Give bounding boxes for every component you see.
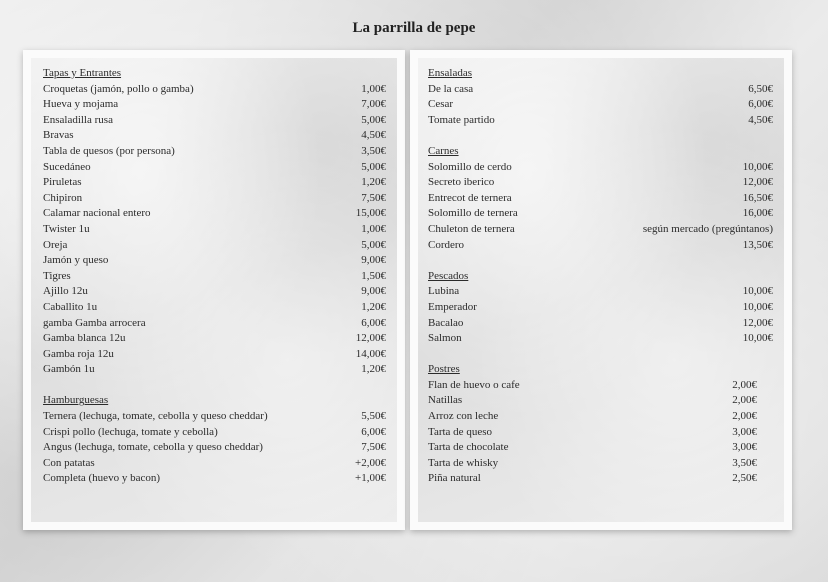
menu-item <box>43 362 388 378</box>
section-heading: Pescados <box>428 269 469 282</box>
section-heading: Hamburguesas <box>43 394 109 407</box>
item-name: Gamba roja 12u <box>43 347 114 360</box>
menu-item <box>428 425 775 441</box>
item-name: Flan de huevo o cafe <box>428 378 520 391</box>
item-price: 14,00€ <box>355 347 386 360</box>
menu-item <box>43 97 388 113</box>
section-ensaladas <box>428 66 775 128</box>
item-name: Tomate partido <box>428 113 495 126</box>
item-name: Tarta de queso <box>428 425 492 438</box>
item-price: 10,00€ <box>742 332 773 345</box>
item-price: +1,00€ <box>355 472 386 485</box>
item-name: Solomillo de cerdo <box>428 160 512 173</box>
item-price: 6,00€ <box>361 425 386 438</box>
item-name: Emperador <box>428 300 477 313</box>
item-name: Salmon <box>428 332 462 345</box>
menu-item <box>43 269 388 285</box>
menu-item <box>43 331 388 347</box>
item-name: Tigres <box>43 269 71 282</box>
menu-item <box>43 456 388 472</box>
item-name: gamba Gamba arrocera <box>43 316 146 329</box>
item-price: 6,00€ <box>361 316 386 329</box>
item-price: 2,00€ <box>732 378 757 391</box>
menu-panel-left <box>23 50 405 530</box>
item-name: Chuleton de ternera <box>428 222 515 235</box>
section-carnes <box>428 144 775 253</box>
item-name: Gambón 1u <box>43 363 95 376</box>
item-price: 7,50€ <box>361 441 386 454</box>
item-name: Piruletas <box>43 176 82 189</box>
item-price: 5,00€ <box>361 160 386 173</box>
menu-item <box>428 191 775 207</box>
menu-item <box>428 300 775 316</box>
menu-item <box>43 113 388 129</box>
menu-item <box>428 206 775 222</box>
item-price: 1,20€ <box>361 176 386 189</box>
item-price: 6,50€ <box>748 82 773 95</box>
menu-item <box>43 175 388 191</box>
item-price: 5,00€ <box>361 113 386 126</box>
menu-item <box>428 471 775 487</box>
item-price: 7,50€ <box>361 191 386 204</box>
item-price: 4,50€ <box>748 113 773 126</box>
item-price: 9,00€ <box>361 254 386 267</box>
menu-item <box>428 82 775 98</box>
item-price: 10,00€ <box>742 285 773 298</box>
item-name: Con patatas <box>43 456 95 469</box>
section-heading: Postres <box>428 363 460 376</box>
item-name: Bacalao <box>428 316 464 329</box>
item-name: Caballito 1u <box>43 300 98 313</box>
item-name: Crispi pollo (lechuga, tomate y cebolla) <box>43 425 218 438</box>
menu-item <box>43 300 388 316</box>
item-name: Tabla de quesos (por persona) <box>43 144 175 157</box>
item-name: Ensaladilla rusa <box>43 113 113 126</box>
item-price: 2,00€ <box>732 394 757 407</box>
item-price: 12,00€ <box>742 176 773 189</box>
menu-title: La parrilla de pepe <box>352 20 476 36</box>
item-price: 9,00€ <box>361 285 386 298</box>
item-name: Solomillo de ternera <box>428 207 518 220</box>
item-price: 1,00€ <box>361 82 386 95</box>
menu-item <box>428 113 775 129</box>
item-name: Oreja <box>43 238 68 251</box>
menu-item <box>43 82 388 98</box>
item-name: Ternera (lechuga, tomate, cebolla y queso cheddar) <box>43 410 268 423</box>
menu-item <box>428 222 775 238</box>
item-price: 1,20€ <box>361 300 386 313</box>
item-name: Completa (huevo y bacon) <box>43 472 160 485</box>
menu-item <box>428 175 775 191</box>
menu-item <box>428 160 775 176</box>
item-name: Ajillo 12u <box>43 285 88 298</box>
item-name: Entrecot de ternera <box>428 191 512 204</box>
menu-item <box>43 425 388 441</box>
item-price: 6,00€ <box>748 98 773 111</box>
section-tapas <box>43 66 388 378</box>
menu-item <box>43 316 388 332</box>
item-name: Piña natural <box>428 472 481 485</box>
menu-item <box>43 160 388 176</box>
menu-item <box>428 378 775 394</box>
item-price: 5,50€ <box>361 410 386 423</box>
menu-item <box>43 471 388 487</box>
item-price: 4,50€ <box>361 129 386 142</box>
menu-item <box>428 331 775 347</box>
item-price: 13,50€ <box>742 238 773 251</box>
item-price: 10,00€ <box>742 160 773 173</box>
item-name: Calamar nacional entero <box>43 207 151 220</box>
section-heading: Carnes <box>428 144 459 157</box>
menu-item <box>43 284 388 300</box>
item-price: 7,00€ <box>361 98 386 111</box>
item-name: Jamón y queso <box>43 254 109 267</box>
item-name: Chipiron <box>43 191 83 204</box>
menu-item <box>428 409 775 425</box>
item-name: Natillas <box>428 394 463 407</box>
item-price: 12,00€ <box>742 316 773 329</box>
item-price: 2,50€ <box>732 472 757 485</box>
menu-item <box>428 284 775 300</box>
item-name: De la casa <box>428 82 474 95</box>
item-name: Twister 1u <box>43 222 90 235</box>
item-name: Arroz con leche <box>428 410 499 423</box>
item-price: 10,00€ <box>742 300 773 313</box>
item-price: +2,00€ <box>355 456 386 469</box>
item-price: 15,00€ <box>355 207 386 220</box>
item-price: 3,50€ <box>732 456 757 469</box>
item-name: Hueva y mojama <box>43 98 119 111</box>
item-price: 1,00€ <box>361 222 386 235</box>
section-postres <box>428 362 775 487</box>
menu-item <box>43 128 388 144</box>
menu-item <box>43 347 388 363</box>
menu-item <box>43 409 388 425</box>
item-name: Sucedáneo <box>43 160 91 173</box>
menu-item <box>43 222 388 238</box>
item-name: Secreto iberico <box>428 176 495 189</box>
section-heading: Ensaladas <box>428 67 472 79</box>
section-heading: Tapas y Entrantes <box>43 67 122 79</box>
menu-item <box>43 440 388 456</box>
menu-item <box>428 440 775 456</box>
item-price: 1,50€ <box>361 269 386 282</box>
item-name: Bravas <box>43 129 74 142</box>
section-hamburguesas <box>43 393 388 487</box>
item-price: 3,00€ <box>732 441 757 454</box>
item-name: Tarta de whisky <box>428 456 499 469</box>
item-price: 16,50€ <box>742 191 773 204</box>
menu-item <box>43 253 388 269</box>
menu-panel-right <box>410 50 792 530</box>
section-pescados <box>428 269 775 347</box>
item-price: según mercado (pregúntanos) <box>642 222 773 235</box>
menu-item <box>43 206 388 222</box>
item-price: 1,20€ <box>361 363 386 376</box>
menu-item <box>428 456 775 472</box>
item-name: Lubina <box>428 285 460 298</box>
item-name: Tarta de chocolate <box>428 441 509 454</box>
menu-item <box>428 97 775 113</box>
menu-item <box>43 191 388 207</box>
item-price: 2,00€ <box>732 410 757 423</box>
menu-item <box>43 238 388 254</box>
item-price: 3,50€ <box>361 144 386 157</box>
item-price: 3,00€ <box>732 425 757 438</box>
item-name: Cordero <box>428 238 465 251</box>
menu-item <box>43 144 388 160</box>
menu-item <box>428 238 775 254</box>
menu-item <box>428 316 775 332</box>
item-name: Croquetas (jamón, pollo o gamba) <box>43 82 194 95</box>
item-price: 12,00€ <box>355 332 386 345</box>
item-name: Cesar <box>428 98 454 111</box>
item-name: Gamba blanca 12u <box>43 332 126 345</box>
item-price: 5,00€ <box>361 238 386 251</box>
item-price: 16,00€ <box>742 207 773 220</box>
item-name: Angus (lechuga, tomate, cebolla y queso cheddar) <box>43 441 263 454</box>
menu-item <box>428 393 775 409</box>
